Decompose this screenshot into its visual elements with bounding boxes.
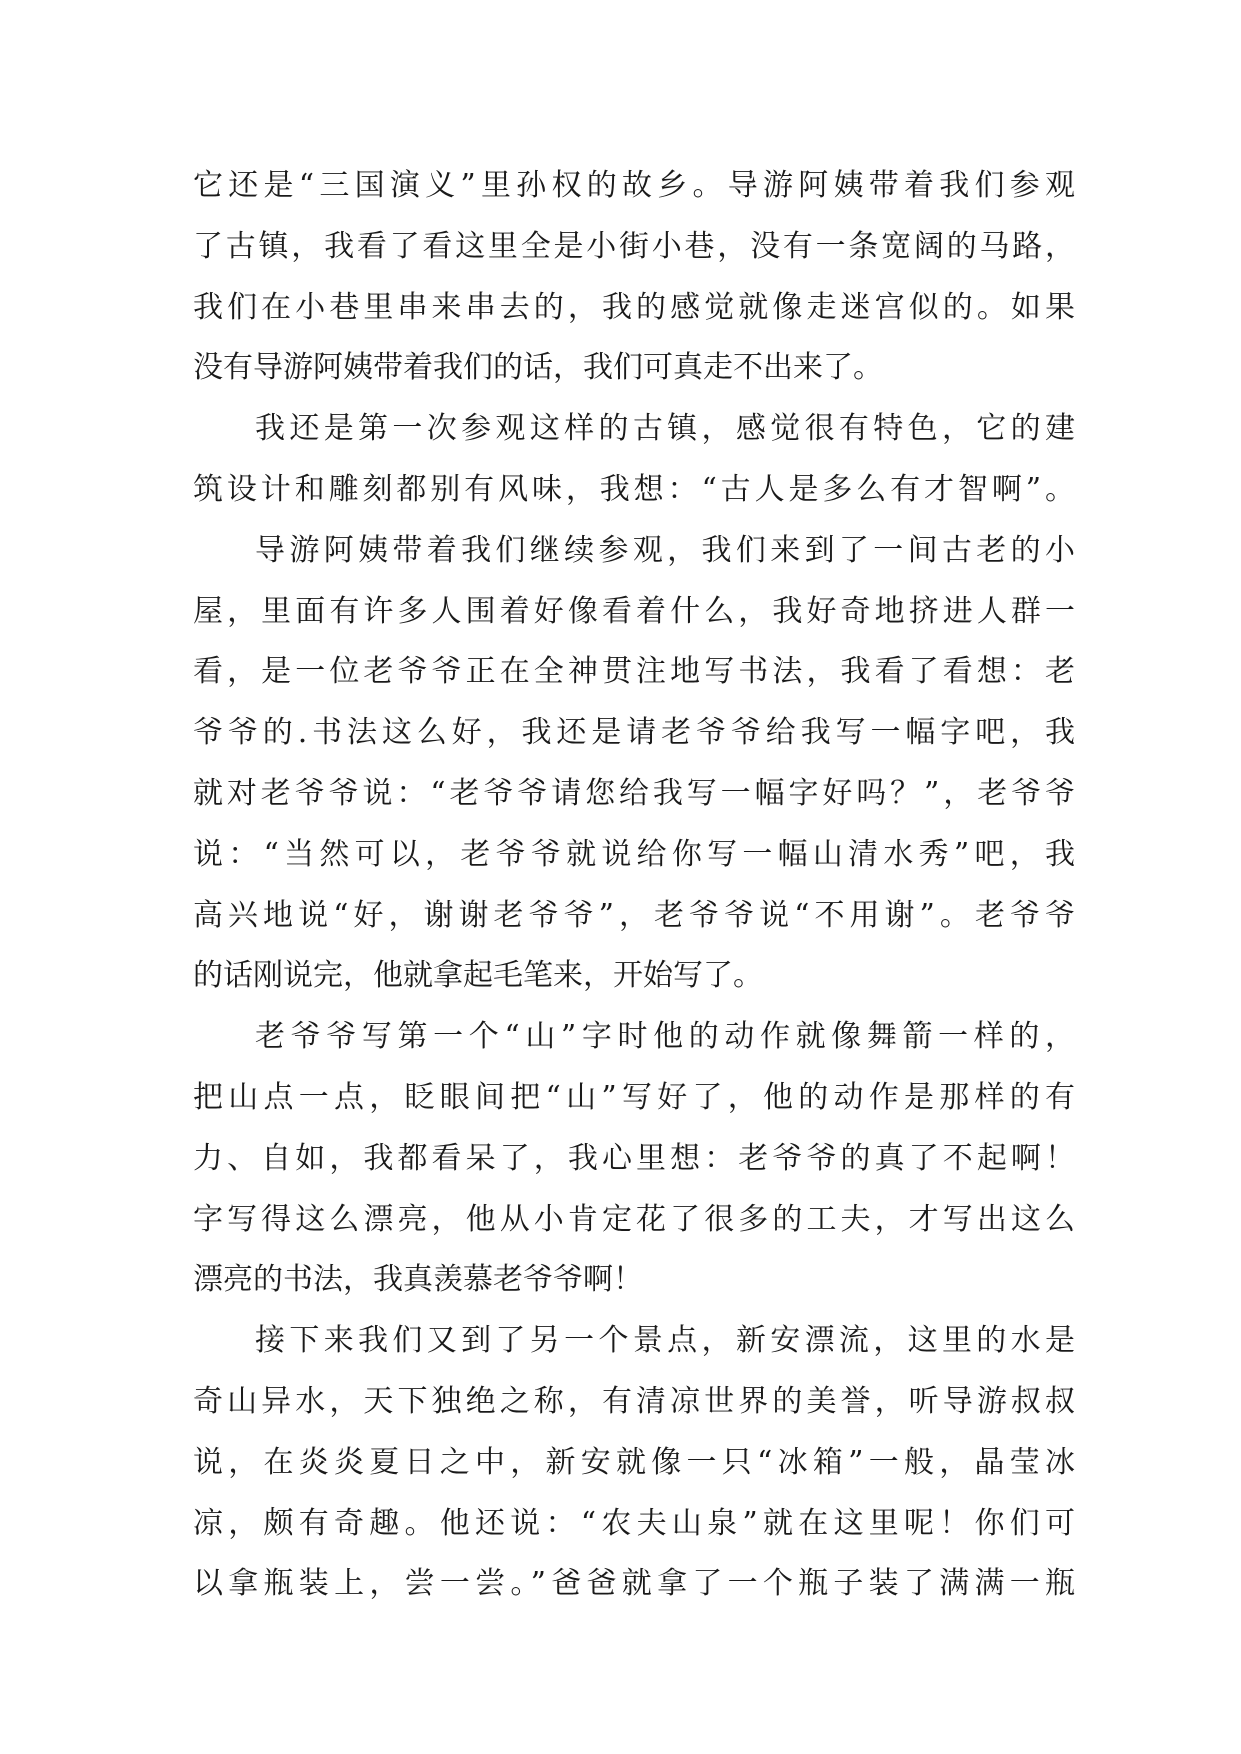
text-line: 它还是“三国演义”里孙权的故乡。导游阿姨带着我们参观 xyxy=(193,168,1075,203)
text-line: 没有导游阿姨带着我们的话，我们可真走不出来了。 xyxy=(193,350,883,386)
text-line: 我们在小巷里串来串去的，我的感觉就像走迷宫似的。如果 xyxy=(193,289,1075,325)
paragraph-first-line: 老爷爷写第一个“山”字时他的动作就像舞箭一样的， xyxy=(255,1019,1075,1055)
text-line: 凉，颇有奇趣。他还说：“农夫山泉”就在这里呢！你们可 xyxy=(193,1505,1075,1541)
paragraph-first-line: 导游阿姨带着我们继续参观，我们来到了一间古老的小 xyxy=(255,532,1075,568)
text-line: 高兴地说“好，谢谢老爷爷”，老爷爷说“不用谢”。老爷爷 xyxy=(193,897,1075,933)
text-line: 把山点一点，眨眼间把“山”写好了，他的动作是那样的有 xyxy=(193,1079,1075,1115)
text-line: 以拿瓶装上，尝一尝。”爸爸就拿了一个瓶子装了满满一瓶 xyxy=(193,1566,1075,1602)
text-line: 力、自如，我都看呆了，我心里想：老爷爷的真了不起啊！ xyxy=(193,1140,1075,1176)
text-line: 爷爷的.书法这么好，我还是请老爷爷给我写一幅字吧，我 xyxy=(193,715,1075,751)
text-line: 漂亮的书法，我真羡慕老爷爷啊！ xyxy=(193,1262,643,1298)
paragraph-first-line: 我还是第一次参观这样的古镇，感觉很有特色，它的建 xyxy=(255,411,1075,447)
text-line: 字写得这么漂亮，他从小肯定花了很多的工夫，才写出这么 xyxy=(193,1201,1075,1237)
text-line: 屋，里面有许多人围着好像看着什么，我好奇地挤进人群一 xyxy=(193,593,1075,629)
text-line: 筑设计和雕刻都别有风味，我想：“古人是多么有才智啊”。 xyxy=(193,471,1075,507)
text-line: 说：“当然可以，老爷爷就说给你写一幅山清水秀”吧，我 xyxy=(193,836,1075,872)
text-line: 就对老爷爷说：“老爷爷请您给我写一幅字好吗？”，老爷爷 xyxy=(193,775,1075,811)
body-text xyxy=(193,156,1075,1615)
paragraph-first-line: 接下来我们又到了另一个景点，新安漂流，这里的水是 xyxy=(255,1323,1075,1359)
text-line: 奇山异水，天下独绝之称，有清凉世界的美誉，听导游叔叔 xyxy=(193,1383,1075,1419)
text-line: 说，在炎炎夏日之中，新安就像一只“冰箱”一般，晶莹冰 xyxy=(193,1444,1075,1480)
text-line: 的话刚说完，他就拿起毛笔来，开始写了。 xyxy=(193,958,763,994)
text-line: 了古镇，我看了看这里全是小街小巷，没有一条宽阔的马路， xyxy=(193,228,1075,264)
text-line: 看，是一位老爷爷正在全神贯注地写书法，我看了看想：老 xyxy=(193,654,1075,690)
